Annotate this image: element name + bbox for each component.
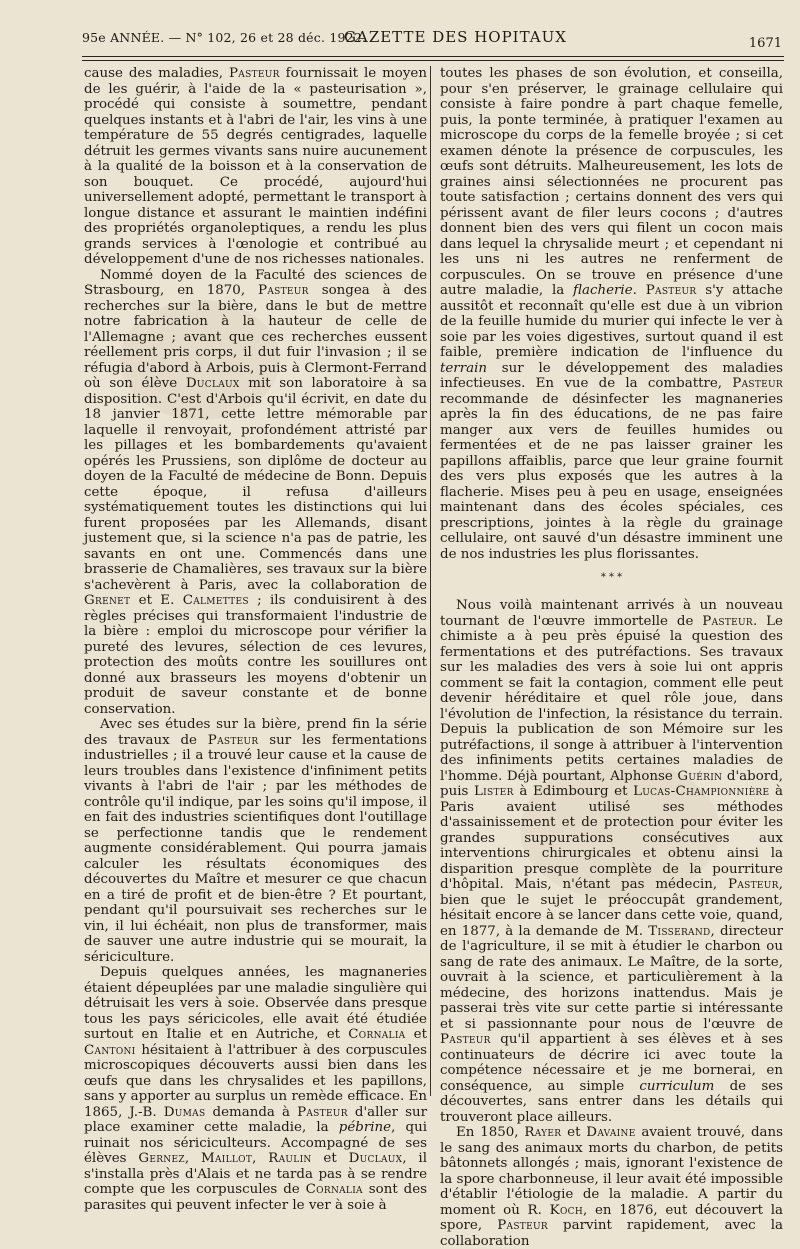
text-run: Depuis quelques années, les magnaneries étaient dépeuplées par une maladie singulière qui détruisait les vers à soie. Observée dans presque tous les pays séricicoles, elle avait été étudiée surtout en Italie et en Autriche, et: [84, 965, 427, 1042]
person-name: Lucas-Championnière: [633, 784, 770, 799]
text-run: sur le développement des maladies infectieuses. En vue de la combattre,: [440, 360, 783, 391]
text-run: Nommé doyen de la Faculté des sciences de Strasbourg, en 1870,: [84, 267, 427, 298]
text-run: et E.: [130, 593, 183, 608]
text-run: , bien que le sujet le préoccupât grandement, hésitait encore à se lancer dans cette voie, quand, en 1877, à la demande de M.: [440, 877, 783, 939]
text-run: songea à des recherches sur la bière, dans le but de mettre notre fabrication à la hauteur de celle de l'Allemagne ; avant que ces recherches eussent réellement pris corps, il dut fuir l'invasion ; il se réfugia d'abord à Arbois, puis à Clermont-Ferrand où son élève: [84, 283, 427, 391]
person-name: Pasteur: [297, 1104, 348, 1120]
person-name: Grenet: [84, 593, 131, 608]
italic-term: curriculum: [639, 1078, 715, 1094]
person-name: Calmettes: [182, 593, 249, 608]
person-name: Pasteur: [497, 1218, 548, 1233]
text-run: , en 1876, eut découvert la spore,: [440, 1202, 783, 1233]
person-name: Dumas: [163, 1104, 206, 1120]
italic-term: pébrine: [338, 1120, 392, 1135]
person-name: Pasteur: [728, 877, 779, 892]
text-run: , qui ruinait nos sériciculteurs. Accompagné de ses élèves: [84, 1120, 427, 1166]
person-name: Rayer: [524, 1125, 562, 1140]
paragraph: [440, 1125, 783, 1249]
person-name: Pasteur: [207, 732, 259, 748]
person-name: Pasteur: [702, 613, 753, 629]
text-run: et: [561, 1125, 587, 1140]
person-name: Pasteur: [645, 283, 697, 298]
paragraph: [440, 66, 783, 562]
issue-line: 95e ANNÉE. — N° 102, 26 et 28 déc. 1922.: [82, 30, 367, 45]
text-run: . Le chimiste a à peu près épuisé la question des fermentations et des putréfactions. Ses travaux sur les maladies des vers à soie lui ont appris comment se fait la contagion, comment elle peut devenir héréditaire et quel rôle joue, dans l'évolution de l'infection, la résistance du terrain. Depuis la publication de son Mémoire sur les putréfactions, il songe à attribuer à l'intervention des infiniments petits certaines maladies de l'homme. Déjà pourtant, Alphonse: [440, 613, 783, 784]
text-run: s'y attache aussitôt et reconnaît qu'elle est due à un vibrion de la feuille humide du murier qui infecte le ver à soie par les voies digestives, surtout quand il est faible, première indication de l'influence du: [440, 283, 783, 360]
text-run: parvint rapidement, avec la collaboration: [440, 1218, 783, 1249]
person-name: Cantoni: [84, 1042, 136, 1058]
journal-title: GAZETTE DES HOPITAUX: [344, 28, 567, 46]
text-run: et: [311, 1151, 349, 1166]
text-run: fournissait le moyen de les guérir, à l'aide de la « pasteurisation », procédé qui consiste à soumettre, pendant quelques instants et à l'abri de l'air, les vins à une température de 55 degrés centigrades, laquelle détruit les germes vivants sans nuire aucunement à la qualité de la boisson et à la conservation de son bouquet. Ce procédé, aujourd'hui universellement adopté, permettant le transport à longue distance et assurant le maintien indéfini des propriétés organoleptiques, a rendu les plus grands services à l'œnologie et contribué au développement d'une de nos richesses nationales.: [84, 66, 427, 267]
right-column-bottom: [440, 598, 783, 1249]
text-run: ,: [184, 1151, 201, 1166]
person-name: Pasteur: [732, 376, 783, 391]
header-rule: [82, 60, 784, 61]
person-name: Koch: [549, 1202, 583, 1218]
paragraph: [440, 598, 783, 1125]
person-name: Guérin: [677, 768, 723, 784]
paragraph: [84, 965, 427, 1213]
right-column: [440, 66, 783, 1249]
person-name: Duclaux: [185, 376, 240, 391]
text-run: ,: [252, 1151, 269, 1166]
person-name: Tisserand: [648, 923, 711, 939]
person-name: Cornalia: [305, 1182, 363, 1197]
person-name: Pasteur: [440, 1032, 491, 1047]
header-rule: [82, 56, 784, 57]
text-run: à Paris avaient utilisé ses méthodes d'assainissement et de protection pour éviter les grandes suppurations consécutives aux interventions chirurgicales et obtenu ainsi la disparition presque complète de la pourriture d'hôpital. Mais, n'étant pas médecin,: [440, 784, 784, 892]
right-column-top: [440, 66, 783, 562]
text-run: d'aller sur place examiner cette maladie, la: [84, 1104, 427, 1135]
person-name: Davaine: [586, 1125, 636, 1140]
left-column: [84, 66, 427, 1213]
text-run: Avec ses études sur la bière, prend fin la série des travaux de: [84, 717, 427, 748]
text-run: ; ils conduisirent à des règles précises qui transformaient l'industrie de la bière : emploi du microscope pour vérifier la pureté des levures, sélection de ces levures, protection des moûts contre les souillures ont donné aux brasseurs les moyens d'obtenir un produit de saveur constante et de bonne conservation.: [84, 593, 428, 717]
text-run: demanda à: [205, 1104, 298, 1120]
person-name: Gernez: [138, 1151, 185, 1166]
section-separator: * * *: [600, 572, 623, 583]
text-run: de ses découvertes, sans entrer dans les détails qui trouveront place ailleurs.: [440, 1078, 783, 1125]
paragraph: [84, 268, 427, 718]
person-name: Raulin: [268, 1151, 312, 1166]
text-run: , directeur de l'agriculture, il se mit à étudier le charbon ou sang de rate des animaux. Le Maître, de la sorte, ouvrait à la science, et particulièrement à la médecine, des horizons inattendus. Mais je passerai très vite sur cette partie si intéressante et si passionnante pour nous de l'œuvre de: [440, 923, 783, 1032]
person-name: Maillot: [200, 1151, 253, 1166]
text-run: hésitaient à l'attribuer à des corpuscules microscopiques découverts aussi bien dans les œufs que dans les chrysalides et les papillons, sans y apporter au surplus un remède efficace. En 1865, J.-B.: [84, 1042, 427, 1120]
text-run: , il s'installa près d'Alais et ne tarda pas à se rendre compte que les corpuscules de: [84, 1151, 427, 1197]
text-run: cause des maladies,: [84, 66, 229, 81]
italic-term: flacherie: [573, 283, 633, 298]
text-run: recommande de désinfecter les magnaneries après la fin des éducations, de ne pas faire manger aux vers de feuilles humides ou fermentées et de ne pas laisser grainer les papillons affaiblis, parce que leur graine fournit des vers plus exposés que les autres à la flacherie. Mises peu à peu en usage, enseignées maintenant dans des écoles spéciales, ces prescriptions, jointes à la règle du grainage cellulaire, ont sauvé d'un désastre imminent une de nos industries les plus florissantes.: [440, 391, 783, 562]
paragraph: [84, 66, 427, 268]
text-run: sur les fermentations industrielles ; il a trouvé leur cause et la cause de leurs troubles dans l'existence d'infiniment petits vivants à l'abri de l'air ; par les méthodes de contrôle qu'il indique, par les soins qu'il impose, il en fait des industries scientifiques dont l'outillage se perfectionne tandis que le rendement augmente considérablement. Qui pourra jamais calculer les résultats économiques des découvertes du Maître et mesurer ce que chacun en a tiré de profit et de bien-être ? Et pourtant, pendant qu'il poursuivait ses recherches sur le vin, il lui échéait, non plus de transformer, mais de sauver une autre industrie qui se mourait, la sériciculture.: [84, 732, 427, 965]
page-number: 1671: [748, 36, 782, 51]
text-run: avaient trouvé, dans le sang des animaux morts du charbon, de petits bâtonnets allongés ; mais, ignorant l'existence de la spore charbonneuse, il leur avait été impossible d'établir l'étiologie de la maladie. A partir du moment où R.: [440, 1125, 784, 1218]
italic-term: terrain: [440, 360, 487, 376]
text-run: .: [632, 283, 646, 298]
text-run: qu'il appartient à ses élèves et à ses continuateurs de décrire ici avec toute la compétence nécessaire et je me bornerai, en conséquence, au simple: [440, 1032, 783, 1094]
text-run: et: [405, 1027, 427, 1042]
person-name: Pasteur: [228, 66, 280, 81]
paragraph: [84, 717, 427, 965]
page-header: [82, 24, 782, 54]
person-name: Lister: [473, 784, 514, 799]
text-run: Nous voilà maintenant arrivés à un nouveau tournant de l'œuvre immortelle de: [440, 598, 783, 629]
person-name: Cornalia: [348, 1027, 406, 1042]
column-divider: [430, 66, 431, 1096]
person-name: Pasteur: [258, 283, 309, 298]
text-run: mit son laboratoire à sa disposition. C'est d'Arbois qu'il écrivit, en date du 18 janvier 1871, cette lettre mémorable par laquelle il renvoyait, profondément attristé par les pillages et les bombardements qu'avaient opérés les Prussiens, son diplôme de docteur au doyen de la Faculté de médecine de Bonn. Depuis cette époque, il refusa d'ailleurs systématiquement toutes les distinctions qui lui furent proposées par les Allemands, disant justement que, si la science n'a pas de patrie, les savants en ont une. Commencés dans une brasserie de Chamalières, ses travaux sur la bière s'achevèrent à Paris, avec la collaboration de: [84, 376, 427, 593]
text-run: sont des parasites qui peuvent infecter le ver à soie à: [84, 1182, 427, 1213]
text-run: à Edimbourg et: [513, 784, 634, 799]
text-run: En 1850,: [456, 1125, 525, 1140]
text-run: d'abord, puis: [440, 768, 783, 799]
person-name: Duclaux: [348, 1151, 403, 1166]
text-run: toutes les phases de son évolution, et conseilla, pour s'en préserver, le grainage cellulaire qui consiste à faire pondre à part chaque femelle, puis, la ponte terminée, à pratiquer l'examen au microscope du corps de la femelle broyée ; si cet examen dénote la présence de corpuscules, les œufs sont détruits. Malheureusement, les lots de graines ainsi sélectionnées ne procurent pas toute satisfaction ; certains donnent des vers qui périssent avant de filer leurs cocons ; d'autres donnent bien des vers qui filent un cocon mais dans lequel la chrysalide meurt ; et cependant ni les uns ni les autres ne renferment de corpuscules. On se trouve en présence d'une autre maladie, la: [440, 66, 783, 298]
